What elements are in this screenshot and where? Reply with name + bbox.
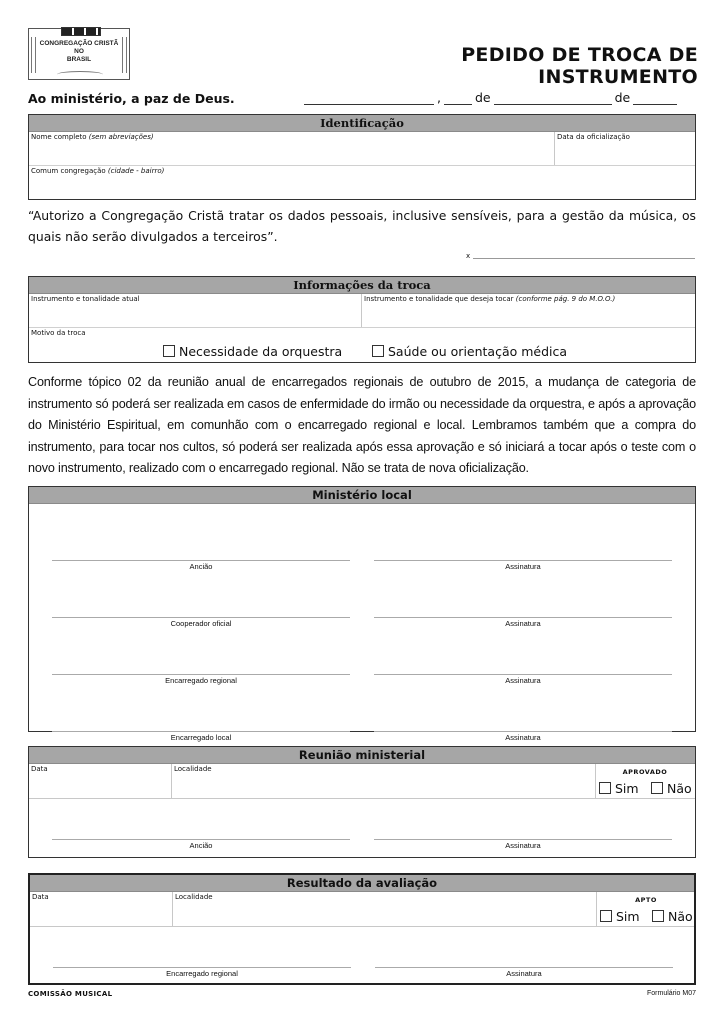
checkbox-icon[interactable] bbox=[372, 345, 384, 357]
assinatura-label: Assinatura bbox=[505, 733, 541, 742]
troca-row-2 bbox=[29, 328, 695, 362]
localidade-label: Localidade bbox=[175, 893, 213, 901]
apto-nao-option[interactable] bbox=[652, 909, 693, 924]
option-label: Saúde ou orientação médica bbox=[388, 344, 568, 359]
reuniao-ministerial-section bbox=[28, 746, 696, 858]
form-title: PEDIDO DE TROCA DE INSTRUMENTO bbox=[461, 44, 698, 88]
resultado-avaliacao-section bbox=[28, 873, 696, 985]
encarregado-regional-signature-line[interactable] bbox=[52, 674, 350, 675]
encarregado-regional-assinatura-line[interactable] bbox=[374, 674, 672, 675]
reuniao-assinatura-line[interactable] bbox=[374, 839, 672, 840]
logo-line-1: CONGREGAÇÃO CRISTÃ bbox=[39, 40, 119, 47]
checkbox-icon[interactable] bbox=[599, 782, 611, 794]
anciao-label: Ancião bbox=[189, 562, 213, 571]
nao-label: Não bbox=[668, 909, 693, 924]
greeting: Ao ministério, a paz de Deus. bbox=[28, 91, 235, 106]
identificacao-row-1 bbox=[29, 132, 695, 166]
date-de-2: de bbox=[614, 90, 631, 105]
instrumento-atual-field[interactable] bbox=[31, 295, 140, 303]
reuniao-header: Reunião ministerial bbox=[29, 747, 695, 764]
data-oficializacao-field[interactable] bbox=[557, 133, 630, 141]
cooperador-assinatura-line[interactable] bbox=[374, 617, 672, 618]
instrumento-atual-label: Instrumento e tonalidade atual bbox=[31, 295, 140, 303]
localidade-label: Localidade bbox=[174, 765, 212, 773]
motivo-label: Motivo da troca bbox=[31, 329, 86, 337]
logo-ornament-top bbox=[61, 27, 101, 36]
resultado-signature-row bbox=[30, 927, 694, 985]
resultado-data-field[interactable] bbox=[32, 893, 49, 901]
data-label: Data bbox=[31, 765, 48, 773]
reuniao-anciao-line[interactable] bbox=[52, 839, 350, 840]
date-line bbox=[304, 90, 696, 105]
reuniao-assinatura-label: Assinatura bbox=[505, 841, 541, 850]
ministerio-local-header: Ministério local bbox=[29, 487, 695, 504]
checkbox-icon[interactable] bbox=[652, 910, 664, 922]
resultado-encarregado-label: Encarregado regional bbox=[166, 969, 238, 978]
reuniao-anciao-label: Ancião bbox=[189, 841, 213, 850]
policy-paragraph: Conforme tópico 02 da reunião anual de encarregados regionais de outubro de 2015, a mudança de categoria de instrumento só poderá ser realizada em casos de enfermidade do irmão ou necessidade da orquestra, e após a aprovação do Ministério Espiritual, em comunhão com o encarregado regional e local. Lembramos também que a compra do instrumento, para tocar nos cultos, só poderá ser realizada após essa aprovação e só iniciará a tocar após o teste com o novo instrumento, realizado com o encarregado regional. Não se trata de nova oficialização. bbox=[28, 375, 696, 476]
anciao-signature-line[interactable] bbox=[52, 560, 350, 561]
nome-label: Nome completo bbox=[31, 133, 87, 141]
logo-line-2: NO bbox=[74, 48, 84, 55]
checkbox-icon[interactable] bbox=[600, 910, 612, 922]
instrumento-desejado-hint: (conforme pág. 9 do M.O.O.) bbox=[515, 295, 616, 303]
year-field[interactable] bbox=[633, 92, 677, 105]
reuniao-data-field[interactable] bbox=[31, 765, 48, 773]
assinatura-label: Assinatura bbox=[505, 619, 541, 628]
logo-ornament-bottom bbox=[57, 71, 103, 78]
divider bbox=[554, 132, 555, 165]
encarregado-local-assinatura-line[interactable] bbox=[374, 731, 672, 732]
date-de-1: de bbox=[474, 90, 491, 105]
troca-row-1 bbox=[29, 294, 695, 328]
comum-field[interactable] bbox=[31, 167, 164, 175]
nome-hint: (sem abreviações) bbox=[88, 133, 154, 141]
identificacao-row-2 bbox=[29, 166, 695, 199]
reuniao-localidade-field[interactable] bbox=[174, 765, 212, 773]
cooperador-signature-line[interactable] bbox=[52, 617, 350, 618]
consent-text: “Autorizo a Congregação Cristã tratar os dados pessoais, inclusive sensíveis, para a gestão da música, os quais não serão divulgados a terceiros”. bbox=[28, 208, 696, 244]
resultado-row-1 bbox=[30, 892, 694, 927]
encarregado-regional-label: Encarregado regional bbox=[165, 676, 237, 685]
sim-label: Sim bbox=[615, 781, 639, 796]
assinatura-label: Assinatura bbox=[505, 676, 541, 685]
checkbox-icon[interactable] bbox=[651, 782, 663, 794]
logo-text bbox=[29, 40, 129, 64]
ccb-logo bbox=[28, 28, 130, 80]
reuniao-row-1 bbox=[29, 764, 695, 799]
option-necessidade-orquestra[interactable] bbox=[163, 344, 342, 359]
date-comma: , bbox=[437, 90, 441, 105]
ministerio-local-section bbox=[28, 486, 696, 742]
encarregado-local-signature-line[interactable] bbox=[52, 731, 350, 732]
city-field[interactable] bbox=[304, 92, 434, 105]
divider bbox=[172, 892, 173, 926]
option-label: Necessidade da orquestra bbox=[179, 344, 343, 359]
nao-label: Não bbox=[667, 781, 692, 796]
day-field[interactable] bbox=[444, 92, 472, 105]
divider bbox=[361, 294, 362, 327]
reuniao-signature-row bbox=[29, 799, 695, 857]
resultado-localidade-field[interactable] bbox=[175, 893, 213, 901]
resultado-encarregado-line[interactable] bbox=[53, 967, 351, 968]
aprovado-sim-option[interactable] bbox=[599, 781, 639, 796]
sim-label: Sim bbox=[616, 909, 640, 924]
comum-hint: (cidade - bairro) bbox=[107, 167, 165, 175]
data-oficializacao-label: Data da oficialização bbox=[557, 133, 630, 141]
divider bbox=[171, 764, 172, 798]
aprovado-label: APROVADO bbox=[622, 768, 668, 776]
troca-header: Informações da troca bbox=[29, 277, 695, 294]
cooperador-label: Cooperador oficial bbox=[170, 619, 232, 628]
consent-sign-mark: x bbox=[466, 252, 471, 260]
nome-field[interactable] bbox=[31, 133, 154, 141]
identificacao-header: Identificação bbox=[29, 115, 695, 132]
apto-label: APTO bbox=[635, 896, 657, 904]
troca-section bbox=[28, 276, 696, 363]
month-field[interactable] bbox=[494, 92, 612, 105]
footer-form-code: Formulário M07 bbox=[646, 990, 696, 997]
option-saude-orientacao[interactable] bbox=[372, 344, 567, 359]
footer-commission: COMISSÃO MUSICAL bbox=[28, 990, 113, 998]
instrumento-desejado-label: Instrumento e tonalidade que deseja tocar bbox=[364, 295, 514, 303]
assinatura-label: Assinatura bbox=[505, 562, 541, 571]
data-label: Data bbox=[32, 893, 49, 901]
identificacao-section bbox=[28, 114, 696, 200]
instrumento-desejado-field[interactable] bbox=[364, 295, 615, 303]
consent-signature-line[interactable] bbox=[473, 258, 695, 259]
aprovado-nao-option[interactable] bbox=[651, 781, 692, 796]
encarregado-local-label: Encarregado local bbox=[170, 733, 232, 742]
resultado-header: Resultado da avaliação bbox=[30, 875, 694, 892]
ministerio-local-body bbox=[29, 504, 695, 742]
anciao-assinatura-line[interactable] bbox=[374, 560, 672, 561]
apto-sim-option[interactable] bbox=[600, 909, 640, 924]
resultado-assinatura-label: Assinatura bbox=[506, 969, 542, 978]
logo-line-3: BRASIL bbox=[66, 56, 92, 63]
checkbox-icon[interactable] bbox=[163, 345, 175, 357]
comum-label: Comum congregação bbox=[31, 167, 106, 175]
resultado-assinatura-line[interactable] bbox=[375, 967, 673, 968]
